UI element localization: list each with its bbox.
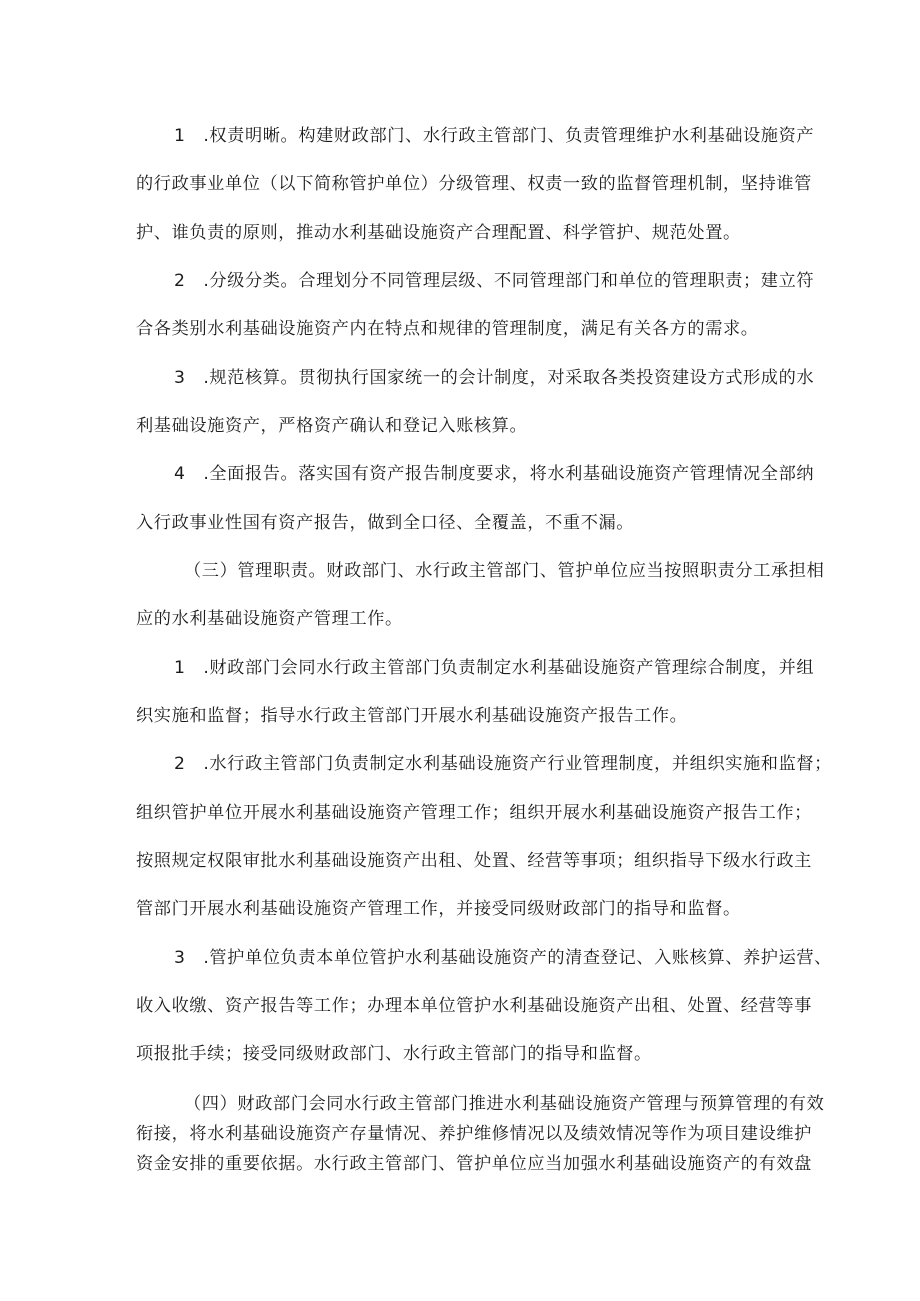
paragraph-line: 2 .分级分类。合理划分不同管理层级、不同管理部门和单位的管理职责；建立符 xyxy=(174,271,815,291)
paragraph-line: 组织管护单位开展水利基础设施资产管理工作；组织开展水利基础设施资产报告工作； xyxy=(136,803,812,823)
paragraph-line: 合各类别水利基础设施资产内在特点和规律的管理制度，满足有关各方的需求。 xyxy=(136,319,759,339)
paragraph-line: 利基础设施资产，严格资产确认和登记入账核算。 xyxy=(136,416,528,436)
paragraph-line: 2 .水行政主管部门负责制定水利基础设施资产行业管理制度，并组织实施和监督； xyxy=(174,754,832,774)
paragraph-line: 衔接，将水利基础设施资产存量情况、养护维修情况以及绩效情况等作为项目建设维护 xyxy=(136,1124,812,1144)
paragraph-line: 护、谁负责的原则，推动水利基础设施资产合理配置、科学管护、规范处置。 xyxy=(136,223,741,243)
paragraph-line: 3 .规范核算。贯彻执行国家统一的会计制度，对采取各类投资建设方式形成的水 xyxy=(174,368,815,388)
paragraph-line: 管部门开展水利基础设施资产管理工作，并接受同级财政部门的指导和监督。 xyxy=(136,899,741,919)
paragraph-line: 按照规定权限审批水利基础设施资产出租、处置、经营等事项；组织指导下级水行政主 xyxy=(136,851,812,871)
paragraph-line: 收入收缴、资产报告等工作；办理本单位管护水利基础设施资产出租、处置、经营等事 xyxy=(136,996,812,1016)
paragraph-line: 3 .管护单位负责本单位管护水利基础设施资产的清查登记、入账核算、养护运营、 xyxy=(174,948,832,968)
section-heading-line: （三）管理职责。财政部门、水行政主管部门、管护单位应当按照职责分工承担相 xyxy=(184,561,825,581)
paragraph-line: 项报批手续；接受同级财政部门、水行政主管部门的指导和监督。 xyxy=(136,1044,652,1064)
paragraph-line: 应的水利基础设施资产管理工作。 xyxy=(136,609,403,629)
paragraph-line: 的行政事业单位（以下简称管护单位）分级管理、权责一致的监督管理机制，坚持谁管 xyxy=(136,174,812,194)
section-heading-line: （四）财政部门会同水行政主管部门推进水利基础设施资产管理与预算管理的有效 xyxy=(184,1094,825,1114)
paragraph-line: 资金安排的重要依据。水行政主管部门、管护单位应当加强水利基础设施资产的有效盘 xyxy=(136,1154,812,1174)
paragraph-line: 4 .全面报告。落实国有资产报告制度要求，将水利基础设施资产管理情况全部纳 xyxy=(174,464,815,484)
paragraph-line: 1 .财政部门会同水行政主管部门负责制定水利基础设施资产管理综合制度，并组 xyxy=(174,658,815,678)
paragraph-line: 织实施和监督；指导水行政主管部门开展水利基础设施资产报告工作。 xyxy=(136,706,688,726)
paragraph-line: 1 .权责明晰。构建财政部门、水行政主管部门、负责管理维护水利基础设施资产 xyxy=(174,126,815,146)
paragraph-line: 入行政事业性国有资产报告，做到全口径、全覆盖，不重不漏。 xyxy=(136,513,635,533)
